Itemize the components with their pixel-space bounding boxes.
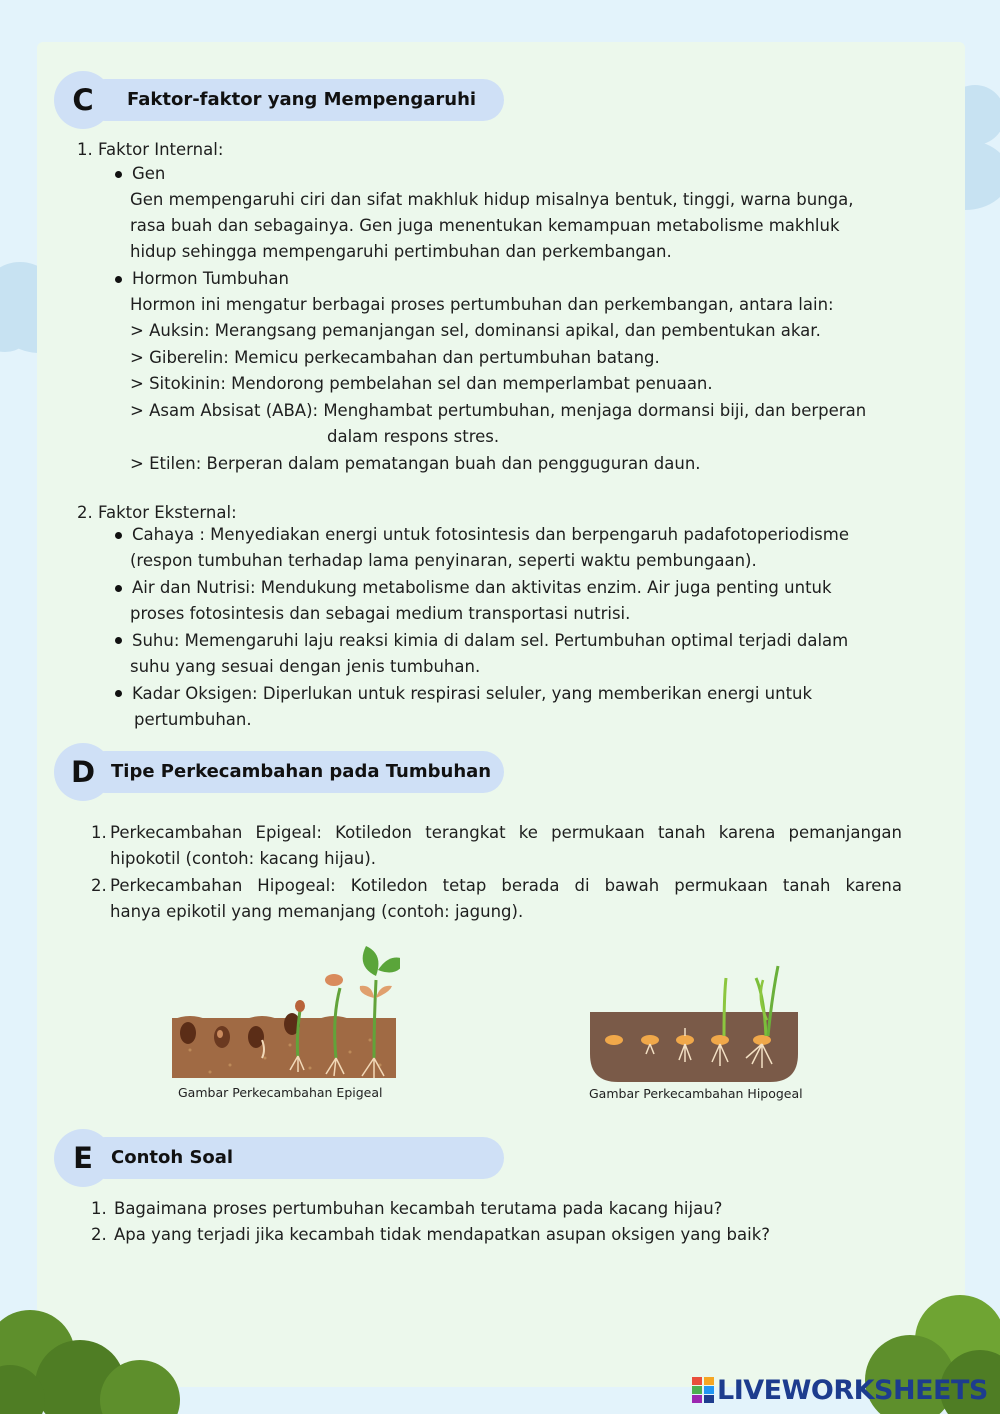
gen-line-1: Gen mempengaruhi ciri dan sifat makhluk hidup misalnya bentuk, tinggi, warna bunga, <box>130 190 854 209</box>
section-c-header <box>54 71 514 129</box>
logo-grid-icon <box>692 1377 714 1403</box>
section-c-title: Faktor-faktor yang Mempengaruhi <box>127 89 477 110</box>
epigeal-illustration <box>170 940 400 1082</box>
d-item-2-line-2: hanya epikotil yang memanjang (contoh: jagung). <box>110 902 524 921</box>
cahaya-line-2: (respon tumbuhan terhadap lama penyinaran, seperti waktu pembungaan). <box>130 551 757 570</box>
oksigen-line-2: pertumbuhan. <box>134 710 252 729</box>
bullet-oksigen <box>115 690 122 697</box>
hormon-line-3: > Giberelin: Memicu perkecambahan dan pertumbuhan batang. <box>130 348 660 367</box>
tree-left-decoration <box>0 1305 200 1414</box>
hormon-line-6: dalam respons stres. <box>327 427 500 446</box>
section-d-header <box>54 743 514 801</box>
section-e-header <box>54 1129 514 1187</box>
bullet-cahaya <box>115 532 122 539</box>
d-item-1-line-1: Perkecambahan Epigeal: Kotiledon terangkat ke permukaan tanah karena pemanjangan <box>110 823 902 842</box>
question-1-num: 1. <box>91 1199 107 1218</box>
logo-text: LIVEWORKSHEETS <box>717 1374 988 1406</box>
d-item-2-line-1: Perkecambahan Hipogeal: Kotiledon tetap berada di bawah permukaan tanah karena <box>110 876 902 895</box>
section-d-letter: D <box>54 743 112 801</box>
gen-line-2: rasa buah dan sebagainya. Gen juga menentukan kemampuan metabolisme makhluk <box>130 216 840 235</box>
hormon-line-7: > Etilen: Berperan dalam pematangan buah dan pengguguran daun. <box>130 454 701 473</box>
internal-heading: 1. Faktor Internal: <box>77 140 224 159</box>
section-e-letter: E <box>54 1129 112 1187</box>
bullet-air <box>115 585 122 592</box>
hormon-line-1: Hormon ini mengatur berbagai proses pertumbuhan dan perkembangan, antara lain: <box>130 295 834 314</box>
section-e-title: Contoh Soal <box>111 1147 234 1168</box>
bullet-gen <box>115 171 122 178</box>
bullet-hormon <box>115 276 122 283</box>
section-c-letter: C <box>54 71 112 129</box>
suhu-line-1: Suhu: Memengaruhi laju reaksi kimia di dalam sel. Pertumbuhan optimal terjadi dalam <box>132 631 849 650</box>
cahaya-line-1: Cahaya : Menyediakan energi untuk fotosintesis dan berpengaruh padafotoperiodisme <box>132 525 849 544</box>
external-heading: 2. Faktor Eksternal: <box>77 503 237 522</box>
gen-line-3: hidup sehingga mempengaruhi pertimbuhan dan perkembangan. <box>130 242 672 261</box>
hormon-line-5: > Asam Absisat (ABA): Menghambat pertumbuhan, menjaga dormansi biji, dan berperan <box>130 401 867 420</box>
liveworksheets-logo <box>692 1373 988 1407</box>
d-item-2-num: 2. <box>91 876 107 895</box>
hormon-label: Hormon Tumbuhan <box>132 269 289 288</box>
hormon-line-4: > Sitokinin: Mendorong pembelahan sel dan memperlambat penuaan. <box>130 374 713 393</box>
gen-label: Gen <box>132 164 166 183</box>
oksigen-line-1: Kadar Oksigen: Diperlukan untuk respirasi seluler, yang memberikan energi untuk <box>132 684 813 703</box>
air-line-1: Air dan Nutrisi: Mendukung metabolisme dan aktivitas enzim. Air juga penting untuk <box>132 578 832 597</box>
question-2-num: 2. <box>91 1225 107 1244</box>
d-item-1-line-2: hipokotil (contoh: kacang hijau). <box>110 849 377 868</box>
question-1-text: Bagaimana proses pertumbuhan kecambah terutama pada kacang hijau? <box>114 1199 723 1218</box>
caption-hipogeal: Gambar Perkecambahan Hipogeal <box>589 1086 803 1101</box>
bullet-suhu <box>115 637 122 644</box>
d-item-1-num: 1. <box>91 823 107 842</box>
question-2-text: Apa yang terjadi jika kecambah tidak mendapatkan asupan oksigen yang baik? <box>114 1225 771 1244</box>
suhu-line-2: suhu yang sesuai dengan jenis tumbuhan. <box>130 657 481 676</box>
air-line-2: proses fotosintesis dan sebagai medium transportasi nutrisi. <box>130 604 631 623</box>
caption-epigeal: Gambar Perkecambahan Epigeal <box>178 1085 383 1100</box>
hormon-line-2: > Auksin: Merangsang pemanjangan sel, dominansi apikal, dan pembentukan akar. <box>130 321 821 340</box>
section-d-title: Tipe Perkecambahan pada Tumbuhan <box>111 761 492 782</box>
hipogeal-illustration <box>588 960 800 1084</box>
